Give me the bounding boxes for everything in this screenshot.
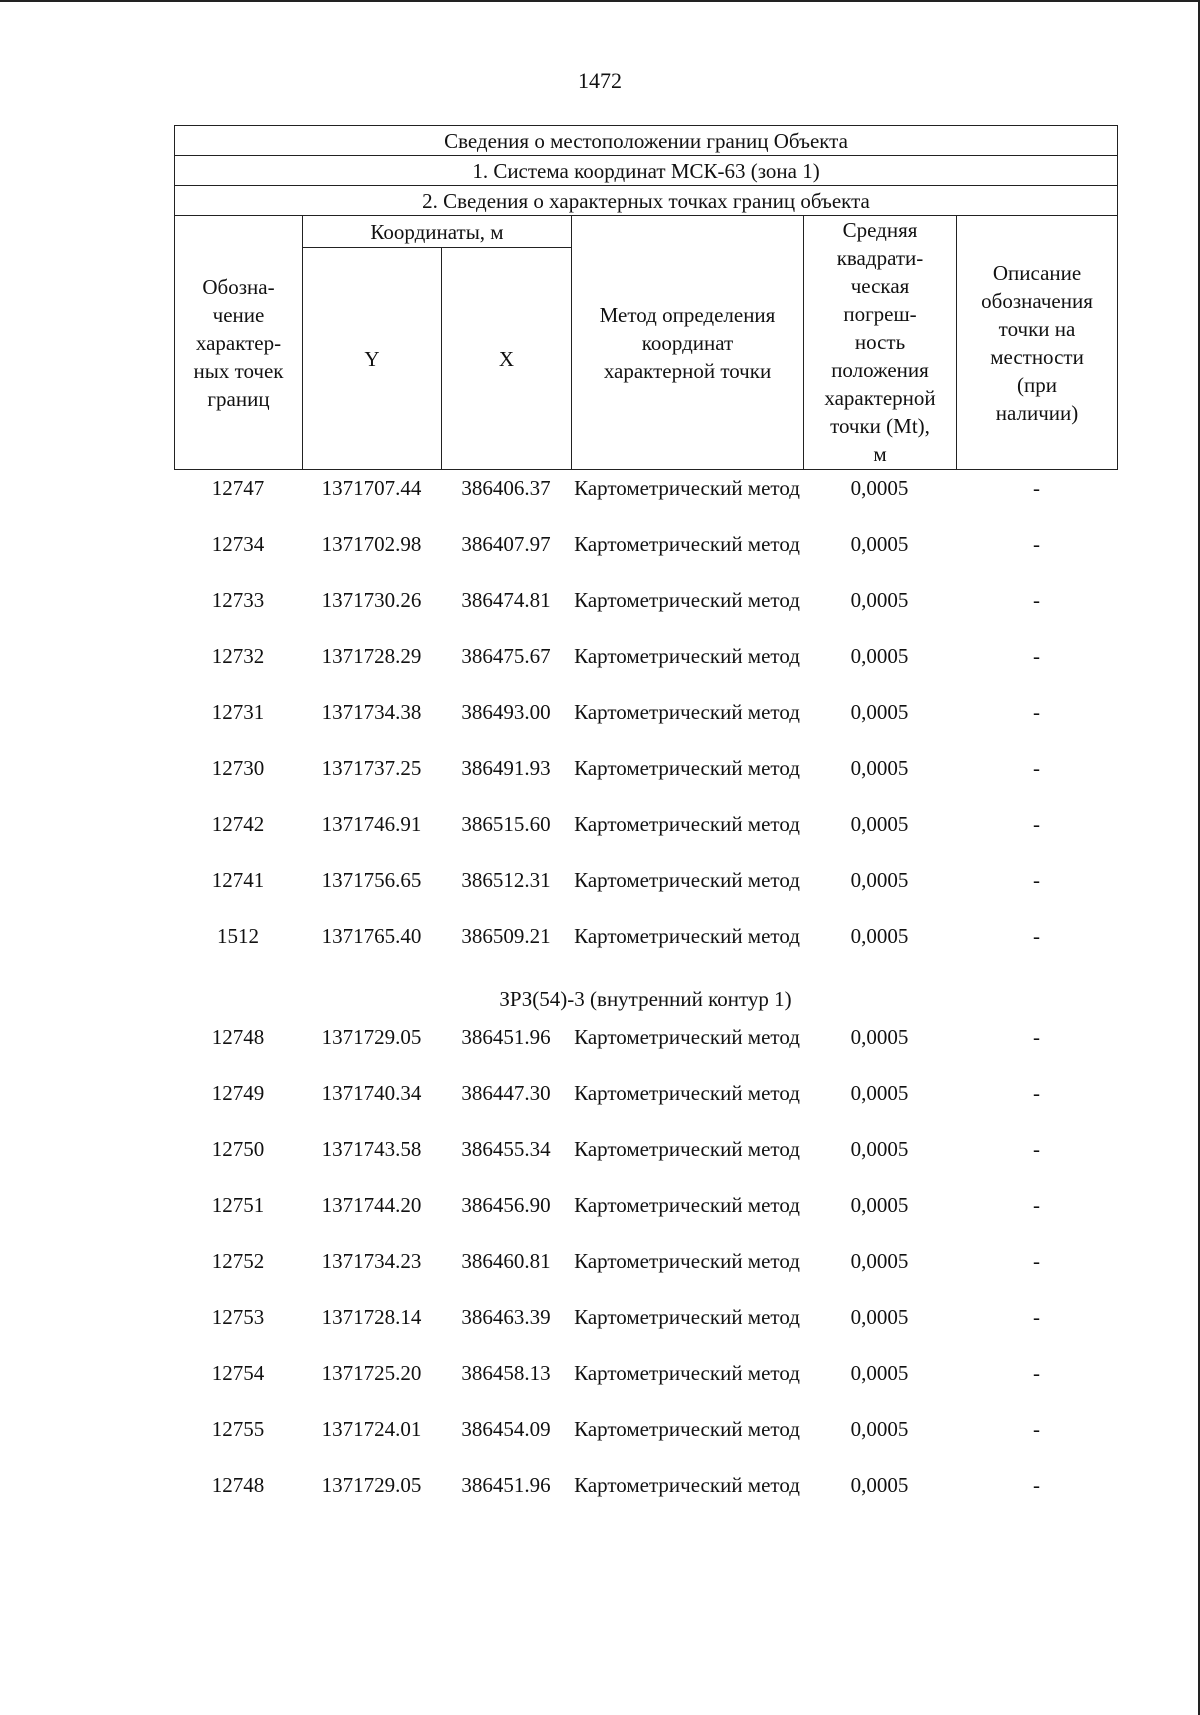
rows-body bbox=[174, 474, 1117, 1527]
method-cell: Картометрический метод bbox=[574, 924, 800, 948]
coord-x-cell: 386515.60 bbox=[461, 812, 551, 836]
coord-y-cell: 1371728.14 bbox=[321, 1305, 422, 1329]
method-cell: Картометрический метод bbox=[574, 532, 800, 556]
description-cell: - bbox=[1033, 812, 1040, 836]
table-row bbox=[174, 810, 1117, 866]
method-cell: Картометрический метод bbox=[574, 868, 800, 892]
accuracy-cell: 0,0005 bbox=[850, 476, 909, 500]
point-id-cell: 12748 bbox=[211, 1025, 265, 1049]
coord-y-cell: 1371730.26 bbox=[321, 588, 422, 612]
coord-y-cell: 1371756.65 bbox=[321, 868, 422, 892]
coord-x-cell: 386475.67 bbox=[461, 644, 551, 668]
method-cell: Картометрический метод bbox=[574, 1081, 800, 1105]
description-cell: - bbox=[1033, 1081, 1040, 1105]
table-row bbox=[174, 866, 1117, 922]
coord-y-cell: 1371729.05 bbox=[321, 1025, 422, 1049]
accuracy-cell: 0,0005 bbox=[850, 868, 909, 892]
table-row bbox=[174, 1023, 1117, 1079]
accuracy-cell: 0,0005 bbox=[850, 1249, 909, 1273]
table-title: Сведения о местоположении границ Объекта bbox=[175, 126, 1118, 156]
point-id-cell: 12749 bbox=[211, 1081, 265, 1105]
method-cell: Картометрический метод bbox=[574, 1305, 800, 1329]
coord-x-cell: 386407.97 bbox=[461, 532, 551, 556]
coord-y-cell: 1371743.58 bbox=[321, 1137, 422, 1161]
method-cell: Картометрический метод bbox=[574, 1137, 800, 1161]
coord-x-cell: 386460.81 bbox=[461, 1249, 551, 1273]
coord-x-cell: 386491.93 bbox=[461, 756, 551, 780]
description-cell: - bbox=[1033, 1249, 1040, 1273]
point-id-cell: 12734 bbox=[211, 532, 265, 556]
table-row bbox=[174, 586, 1117, 642]
coord-y-cell: 1371734.38 bbox=[321, 700, 422, 724]
method-cell: Картометрический метод bbox=[574, 644, 800, 668]
page-number: 1472 bbox=[578, 68, 622, 93]
coord-x-cell: 386456.90 bbox=[461, 1193, 551, 1217]
description-cell: - bbox=[1033, 1473, 1040, 1497]
accuracy-cell: 0,0005 bbox=[850, 812, 909, 836]
accuracy-cell: 0,0005 bbox=[850, 700, 909, 724]
description-cell: - bbox=[1033, 1025, 1040, 1049]
table-row bbox=[174, 1471, 1117, 1527]
description-cell: - bbox=[1033, 588, 1040, 612]
coord-y-cell: 1371702.98 bbox=[321, 532, 422, 556]
accuracy-cell: 0,0005 bbox=[850, 1193, 909, 1217]
description-cell: - bbox=[1033, 1193, 1040, 1217]
coord-y-cell: 1371765.40 bbox=[321, 924, 422, 948]
point-id-cell: 12754 bbox=[211, 1361, 265, 1385]
point-id-cell: 12752 bbox=[211, 1249, 265, 1273]
accuracy-cell: 0,0005 bbox=[850, 1305, 909, 1329]
section-label: ЗРЗ(54)-3 (внутренний контур 1) bbox=[499, 987, 792, 1011]
method-cell: Картометрический метод bbox=[574, 1249, 800, 1273]
coord-x-cell: 386451.96 bbox=[461, 1025, 551, 1049]
description-cell: - bbox=[1033, 1137, 1040, 1161]
description-cell: - bbox=[1033, 700, 1040, 724]
coord-x-cell: 386474.81 bbox=[461, 588, 551, 612]
method-cell: Картометрический метод bbox=[574, 812, 800, 836]
description-cell: - bbox=[1033, 476, 1040, 500]
description-cell: - bbox=[1033, 1361, 1040, 1385]
coord-y-cell: 1371724.01 bbox=[321, 1417, 422, 1441]
method-cell: Картометрический метод bbox=[574, 1361, 800, 1385]
coord-x-cell: 386455.34 bbox=[461, 1137, 551, 1161]
table-row bbox=[174, 698, 1117, 754]
method-cell: Картометрический метод bbox=[574, 1025, 800, 1049]
accuracy-cell: 0,0005 bbox=[850, 532, 909, 556]
accuracy-cell: 0,0005 bbox=[850, 1025, 909, 1049]
coord-x-cell: 386451.96 bbox=[461, 1473, 551, 1497]
section-row bbox=[174, 978, 1117, 1023]
scan-edge-top bbox=[0, 0, 1200, 2]
header-method: Метод определения координат характерной точки bbox=[572, 216, 804, 470]
point-id-cell: 12747 bbox=[211, 476, 265, 500]
table-row bbox=[174, 1191, 1117, 1247]
description-cell: - bbox=[1033, 1417, 1040, 1441]
point-id-cell: 12733 bbox=[211, 588, 265, 612]
header-y: Y bbox=[303, 248, 442, 470]
method-cell: Картометрический метод bbox=[574, 1193, 800, 1217]
header-accuracy: Средняя квадрати- ческая погреш- ность положения характерной точки (Mt), м bbox=[804, 216, 957, 470]
method-cell: Картометрический метод bbox=[574, 1473, 800, 1497]
point-id-cell: 1512 bbox=[217, 924, 259, 948]
description-cell: - bbox=[1033, 532, 1040, 556]
table-row bbox=[174, 1359, 1117, 1415]
accuracy-cell: 0,0005 bbox=[850, 1473, 909, 1497]
description-cell: - bbox=[1033, 644, 1040, 668]
accuracy-cell: 0,0005 bbox=[850, 1137, 909, 1161]
point-id-cell: 12755 bbox=[211, 1417, 265, 1441]
table-row bbox=[174, 1079, 1117, 1135]
point-id-cell: 12742 bbox=[211, 812, 265, 836]
points-caption: 2. Сведения о характерных точках границ объекта bbox=[175, 186, 1118, 216]
coord-y-cell: 1371707.44 bbox=[321, 476, 422, 500]
coord-x-cell: 386458.13 bbox=[461, 1361, 551, 1385]
method-cell: Картометрический метод bbox=[574, 588, 800, 612]
coord-y-cell: 1371734.23 bbox=[321, 1249, 422, 1273]
coord-y-cell: 1371740.34 bbox=[321, 1081, 422, 1105]
point-id-cell: 12741 bbox=[211, 868, 265, 892]
accuracy-cell: 0,0005 bbox=[850, 1081, 909, 1105]
coord-x-cell: 386512.31 bbox=[461, 868, 551, 892]
accuracy-cell: 0,0005 bbox=[850, 1361, 909, 1385]
description-cell: - bbox=[1033, 1305, 1040, 1329]
table-row bbox=[174, 642, 1117, 698]
coord-x-cell: 386454.09 bbox=[461, 1417, 551, 1441]
coord-y-cell: 1371737.25 bbox=[321, 756, 422, 780]
coord-y-cell: 1371744.20 bbox=[321, 1193, 422, 1217]
method-cell: Картометрический метод bbox=[574, 700, 800, 724]
accuracy-cell: 0,0005 bbox=[850, 1417, 909, 1441]
boundary-table-header bbox=[174, 125, 1118, 470]
method-cell: Картометрический метод bbox=[574, 756, 800, 780]
coord-x-cell: 386447.30 bbox=[461, 1081, 551, 1105]
header-designation: Обозна- чение характер- ных точек границ bbox=[175, 216, 303, 470]
coord-x-cell: 386509.21 bbox=[461, 924, 551, 948]
point-id-cell: 12750 bbox=[211, 1137, 265, 1161]
description-cell: - bbox=[1033, 756, 1040, 780]
accuracy-cell: 0,0005 bbox=[850, 588, 909, 612]
description-cell: - bbox=[1033, 868, 1040, 892]
coord-system-caption: 1. Система координат МСК-63 (зона 1) bbox=[175, 156, 1118, 186]
header-description: Описание обозначения точки на местности (при наличии) bbox=[957, 216, 1118, 470]
accuracy-cell: 0,0005 bbox=[850, 756, 909, 780]
method-cell: Картометрический метод bbox=[574, 1417, 800, 1441]
table-row bbox=[174, 754, 1117, 810]
table-row bbox=[174, 1303, 1117, 1359]
description-cell: - bbox=[1033, 924, 1040, 948]
point-id-cell: 12732 bbox=[211, 644, 265, 668]
accuracy-cell: 0,0005 bbox=[850, 644, 909, 668]
method-cell: Картометрический метод bbox=[574, 476, 800, 500]
coord-y-cell: 1371728.29 bbox=[321, 644, 422, 668]
coord-y-cell: 1371729.05 bbox=[321, 1473, 422, 1497]
point-id-cell: 12753 bbox=[211, 1305, 265, 1329]
boundary-points-body bbox=[174, 474, 1117, 1527]
coord-x-cell: 386493.00 bbox=[461, 700, 551, 724]
point-id-cell: 12731 bbox=[211, 700, 265, 724]
header-coordinates: Координаты, м bbox=[303, 216, 572, 248]
coord-x-cell: 386406.37 bbox=[461, 476, 551, 500]
header-x: X bbox=[442, 248, 572, 470]
table-row bbox=[174, 922, 1117, 978]
coord-x-cell: 386463.39 bbox=[461, 1305, 551, 1329]
table-row bbox=[174, 1415, 1117, 1471]
table-row bbox=[174, 1247, 1117, 1303]
point-id-cell: 12748 bbox=[211, 1473, 265, 1497]
point-id-cell: 12751 bbox=[211, 1193, 265, 1217]
coord-y-cell: 1371746.91 bbox=[321, 812, 422, 836]
table-row bbox=[174, 530, 1117, 586]
accuracy-cell: 0,0005 bbox=[850, 924, 909, 948]
table-row bbox=[174, 1135, 1117, 1191]
table-row bbox=[174, 474, 1117, 530]
point-id-cell: 12730 bbox=[211, 756, 265, 780]
coord-y-cell: 1371725.20 bbox=[321, 1361, 422, 1385]
